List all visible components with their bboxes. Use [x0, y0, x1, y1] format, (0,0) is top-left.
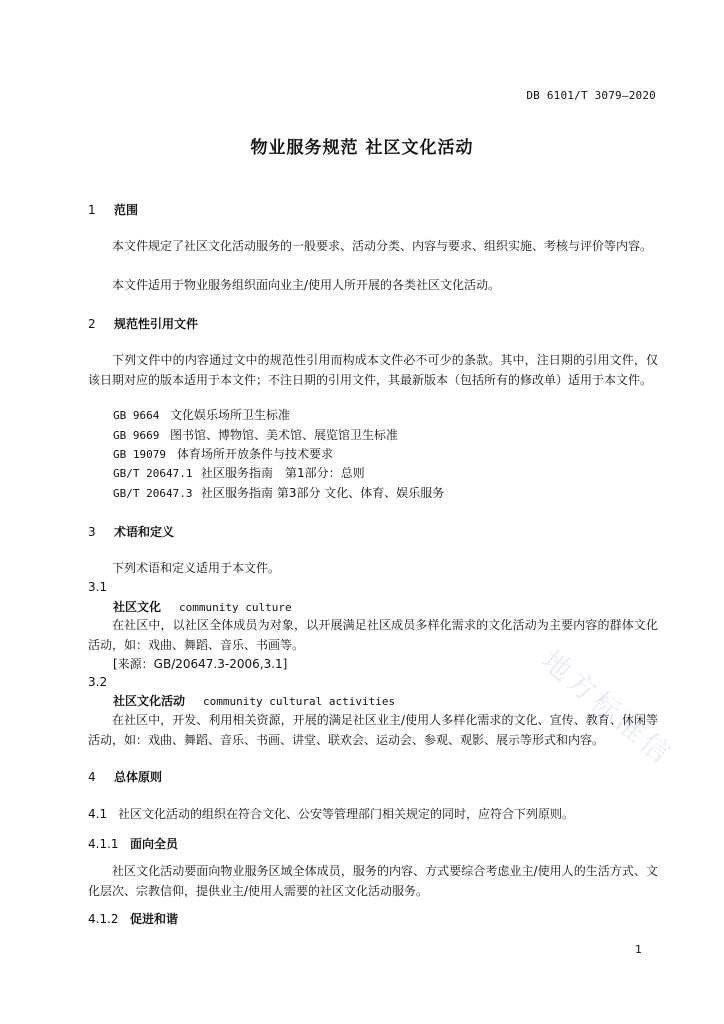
section-4-heading	[88, 768, 162, 785]
paragraph: 本文件适用于物业服务组织面向业主/使用人所开展的各类社区文化活动。	[112, 278, 501, 292]
section-title: 规范性引用文件	[114, 317, 199, 331]
reference-code: GB 9669	[113, 429, 160, 442]
reference-title: 体育场所开放条件与技术要求	[177, 447, 334, 461]
term-en: community cultural activities	[203, 695, 396, 708]
reference-title: 图书馆、博物馆、美术馆、展览馆卫生标准	[170, 428, 399, 442]
term-source: [来源：GB/20647.3-2006,3.1]	[113, 657, 288, 671]
term-entry	[113, 692, 395, 709]
clause-text: 社区文化活动的组织在符合文化、公安等管理部门相关规定的同时，应符合下列原则。	[118, 807, 575, 821]
reference-item	[113, 405, 683, 426]
reference-item	[113, 444, 683, 465]
page-number: 1	[635, 943, 642, 956]
term-zh: 社区文化活动	[113, 694, 186, 708]
section-number: 4	[88, 770, 96, 784]
paragraph: 社区文化活动要面向物业服务区域全体成员，服务的内容、方式要综合考虑业主/使用人的生活方式、文化层次、宗教信仰，提供业主/使用人需要的社区文化活动服务。	[88, 864, 658, 898]
section-3-heading	[88, 523, 174, 540]
term-zh: 社区文化	[113, 600, 162, 614]
clause-title: 面向全员	[130, 837, 179, 851]
clause-4-1-2-heading	[88, 910, 178, 927]
reference-item	[113, 463, 683, 484]
section-number: 3	[88, 525, 96, 539]
document-title: 物业服务规范 社区文化活动	[250, 138, 474, 158]
term-entry	[113, 598, 292, 615]
paragraph: 本文件规定了社区文化活动服务的一般要求、活动分类、内容与要求、组织实施、考核与评价等内容。	[112, 239, 653, 253]
section-2-heading	[88, 315, 198, 332]
document-id: DB 6101/T 3079—2020	[526, 89, 656, 102]
term-number: 3.1	[88, 580, 108, 594]
reference-code: GB 9664	[113, 409, 160, 422]
section-title: 术语和定义	[114, 525, 175, 539]
section-title: 总体原则	[114, 770, 163, 784]
clause-number: 4.1.1	[88, 837, 119, 851]
reference-title: 社区服务指南 第1部分：总则	[201, 466, 365, 480]
reference-code: GB/T 20647.3	[113, 487, 193, 500]
section-1-heading	[88, 201, 138, 218]
reference-title: 文化娱乐场所卫生标准	[170, 408, 291, 422]
term-definition: 在社区中，以社区全体成员为对象，以开展满足社区成员多样化需求的文化活动为主要内容的群体文化活动，如：戏曲、舞蹈、音乐、书画等。	[88, 618, 658, 652]
section-number: 2	[88, 317, 96, 331]
paragraph: 下列文件中的内容通过文中的规范性引用而构成本文件必不可少的条款。其中，注日期的引用文件，仅该日期对应的版本适用于本文件；不注日期的引用文件，其最新版本（包括所有的修改单）适用于本文件。	[88, 353, 658, 387]
reference-code: GB 19079	[113, 448, 166, 461]
reference-item	[113, 483, 683, 504]
term-en: community culture	[179, 601, 292, 614]
reference-code: GB/T 20647.1	[113, 467, 193, 480]
reference-item	[113, 425, 683, 446]
clause-number: 4.1	[88, 807, 108, 821]
clause-4-1	[88, 805, 574, 822]
term-definition: 在社区中，开发、利用相关资源，开展的满足社区业主/使用人多样化需求的文化、宣传、教育、休闲等活动，如：戏曲、舞蹈、音乐、书画、讲堂、联欢会、运动会、参观、观影、展示等形式和内容。	[88, 713, 658, 747]
watermark: 地方标准信	[535, 643, 680, 772]
reference-title: 社区服务指南 第3部分 文化、体育、娱乐服务	[201, 486, 445, 500]
clause-4-1-1-heading	[88, 835, 178, 852]
clause-number: 4.1.2	[88, 912, 119, 926]
paragraph: 下列术语和定义适用于本文件。	[112, 561, 281, 575]
term-number: 3.2	[88, 675, 108, 689]
section-title: 范围	[114, 203, 139, 217]
section-number: 1	[88, 203, 96, 217]
clause-title: 促进和谐	[130, 912, 179, 926]
